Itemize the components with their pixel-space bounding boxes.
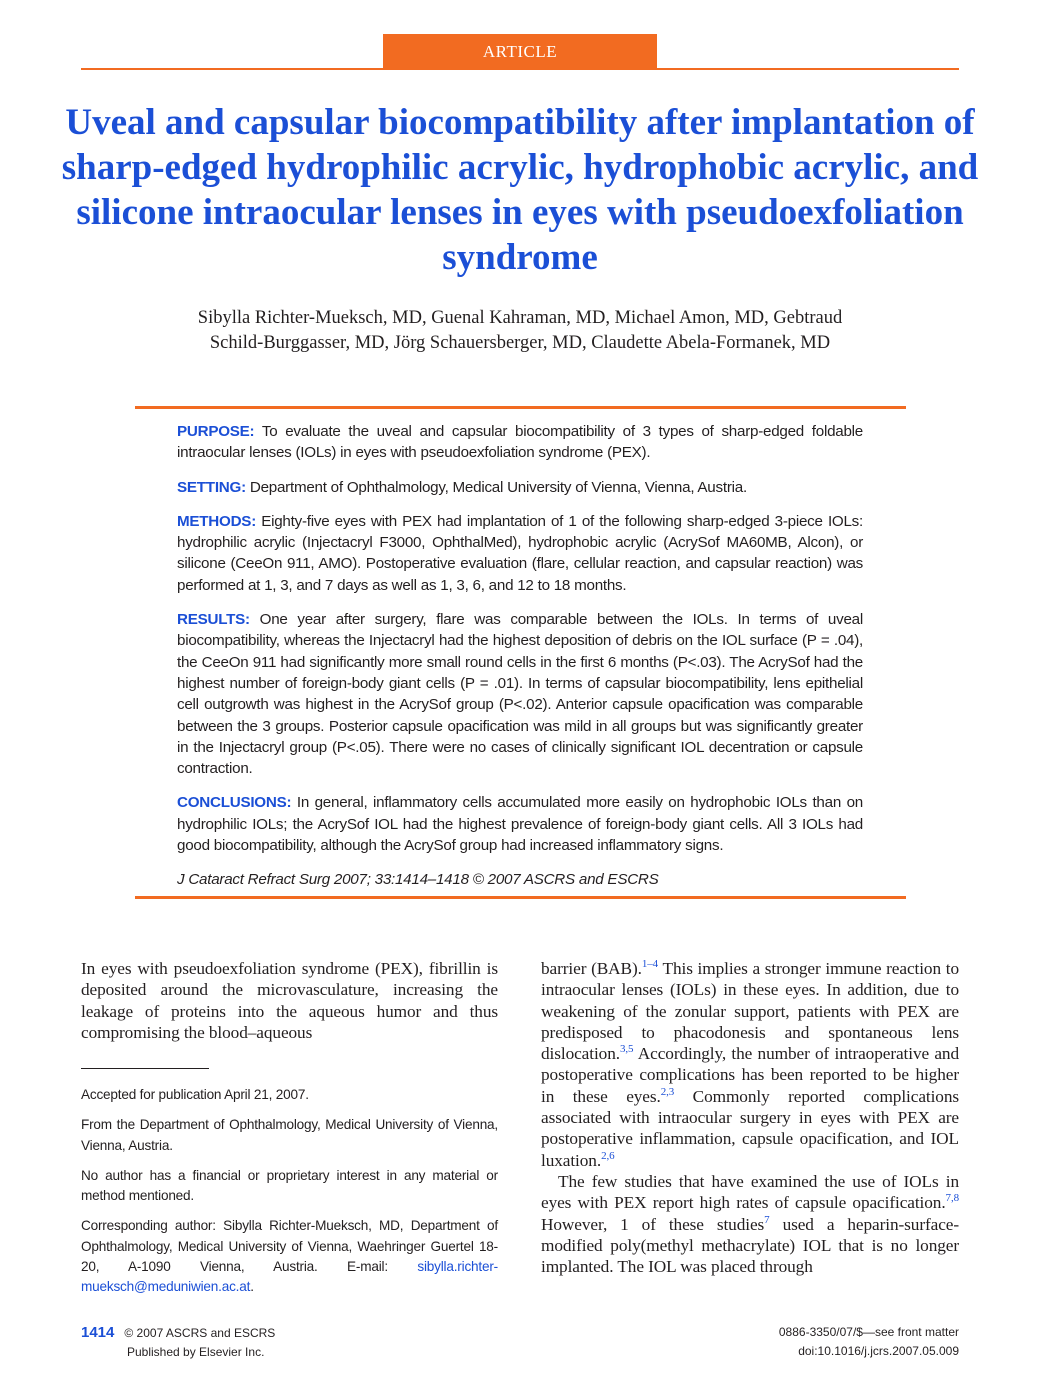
results-text: One year after surgery, flare was comparable between the IOLs. In terms of uveal biocompatibility, whereas the Injectacryl had the highest deposition of debris on the IOL surface (P = .04), the CeeOn 911 had significantly more small round cells in the first 6 months (P<.03). The AcrySof had the highest number of foreign-body giant cells (P = .01). In terms of capsular biocompatibility, lens epithelial cell outgrowth was highest in the AcrySof group (P<.02). Anterior capsule opacification was comparable between the 3 groups. Posterior capsule opacification was mild in all groups but was significantly greater in the Injectacryl group (P<.05). There were no cases of clinically significant IOL decentration or capsule contraction. [177, 611, 863, 778]
text-run: However, 1 of these studies [541, 1214, 765, 1234]
footnote-interest: No author has a financial or proprietary interest in any material or method mentioned. [81, 1167, 498, 1204]
intro-paragraph: In eyes with pseudoexfoliation syndrome (PEX), fibrillin is deposited around the microvasculature, increasing the leakage of proteins into the aqueous humor and thus compromising the blood–aqueous [81, 959, 498, 1042]
reference-link[interactable]: 2,3 [660, 1086, 675, 1099]
text-run: Accordingly, the number of intraoperative and postoperative complications has been reported to be higher in these eyes. [541, 1044, 959, 1106]
email-link[interactable]: sibylla.richter-mueksch@meduniwien.ac.at [81, 1259, 498, 1295]
section-label: ARTICLE [482, 42, 558, 61]
text-run: used a heparin-surface-modified poly(methyl methacrylate) IOL that is no longer implanted. The IOL was placed through [541, 1214, 959, 1277]
methods-label: METHODS: [177, 512, 256, 530]
reference-link[interactable]: 7,8 [945, 1192, 959, 1205]
methods-text: Eighty-five eyes with PEX had implantation of 1 of the following sharp-edged 3-piece IOLs: hydrophilic acrylic (Injectacryl F3000, OphthalMed), hydrophobic acrylic (AcrySof MA60MB, Alcon), or silicone (CeeOn 911, AMO). Postoperative evaluation (flare, cellular reaction, and capsular reaction) was performed at 1, 3, and 7 days as well as 1, 3, 6, and 12 to 18 months. [177, 512, 863, 594]
footnote-corresponding [81, 1216, 498, 1297]
conclusions-text: In general, inflammatory cells accumulated more easily on hydrophobic IOLs than on hydrophilic IOLs; the AcrySof IOL had the highest prevalence of foreign-body giant cells. All 3 IOLs had good biocompatibility, although the AcrySof group had increased inflammatory signs. [177, 794, 863, 855]
reference-link[interactable]: 2,6 [601, 1149, 615, 1162]
abstract-setting [177, 477, 863, 498]
footnote-rule [81, 1068, 209, 1069]
text-run: barrier (BAB). [541, 959, 642, 978]
abstract-conclusions [177, 792, 863, 856]
footnotes [81, 1085, 498, 1308]
setting-label: SETTING: [177, 478, 246, 496]
footer-issn: 0886-3350/07/$—see front matter [778, 1325, 959, 1339]
page-number: 1414 [81, 1324, 115, 1341]
conclusions-label: CONCLUSIONS: [177, 794, 292, 812]
footer-doi: doi:10.1016/j.jcrs.2007.05.009 [798, 1344, 959, 1358]
reference-link[interactable]: 7 [764, 1213, 770, 1226]
reference-link[interactable]: 1–4 [641, 958, 659, 971]
section-tab [383, 34, 657, 70]
footnote-accepted: Accepted for publication April 21, 2007. [81, 1087, 309, 1102]
abstract-top-rule [135, 406, 906, 409]
body-right-column [541, 958, 959, 1277]
results-label: RESULTS: [177, 611, 250, 629]
abstract-methods [177, 511, 863, 596]
body-left-column [81, 958, 498, 1043]
footer-copyright: © 2007 ASCRS and ESCRS [124, 1326, 276, 1340]
reference-link[interactable]: 3,5 [619, 1043, 634, 1056]
abstract-results [177, 609, 863, 779]
author-list [100, 306, 940, 356]
footer-left [81, 1323, 275, 1362]
body-paragraph-2 [541, 1171, 959, 1277]
abstract-bottom-rule [135, 896, 906, 899]
header-rule [81, 68, 959, 70]
footer-publisher: Published by Elsevier Inc. [127, 1345, 265, 1359]
text-run: Commonly reported complications associated with intraocular surgery in eyes with PEX are postoperative inflammation, capsule opacification, and IOL luxation. [541, 1086, 960, 1170]
abstract [177, 421, 863, 904]
corresponding-text: Corresponding author: Sibylla Richter-Mueksch, MD, Department of Ophthalmology, Medical University of Vienna, Waehringer Guertel 18-20, A-1090 Vienna, Austria. E-mail: [81, 1218, 498, 1275]
purpose-label: PURPOSE: [177, 423, 255, 440]
journal-citation: J Cataract Refract Surg 2007; 33:1414–1418 © 2007 ASCRS and ESCRS [177, 871, 659, 889]
abstract-purpose [177, 421, 863, 464]
author-line-1: Sibylla Richter-Mueksch, MD, Guenal Kahraman, MD, Michael Amon, MD, Gebtraud [197, 308, 843, 328]
text-run: This implies a stronger immune reaction to intraocular lenses (IOLs) in these eyes. In addition, due to weakening of the zonular support, patients with PEX are predisposed to phacodonesis and spontaneous lens dislocation. [541, 959, 959, 1064]
author-line-2: Schild-Burggasser, MD, Jörg Schauersberger, MD, Claudette Abela-Formanek, MD [209, 333, 831, 353]
text-run: The few studies that have examined the use of IOLs in eyes with PEX report high rates of capsule opacification. [541, 1171, 959, 1213]
footnote-affiliation: From the Department of Ophthalmology, Medical University of Vienna, Vienna, Austria. [81, 1117, 498, 1153]
footer-right [779, 1323, 959, 1361]
corresponding-end: . [250, 1279, 254, 1295]
setting-text: Department of Ophthalmology, Medical University of Vienna, Vienna, Austria. [249, 478, 747, 496]
purpose-text: To evaluate the uveal and capsular biocompatibility of 3 types of sharp-edged foldable intraocular lenses (IOLs) in eyes with pseudoexfoliation syndrome (PEX). [177, 423, 863, 462]
article-title: Uveal and capsular biocompatibility after implantation of sharp-edged hydrophilic acrylic, hydrophobic acrylic, and silicone intraocular lenses in eyes with pseudoexfoliation syndrome [61, 102, 979, 278]
body-paragraph-1 [541, 958, 959, 1171]
